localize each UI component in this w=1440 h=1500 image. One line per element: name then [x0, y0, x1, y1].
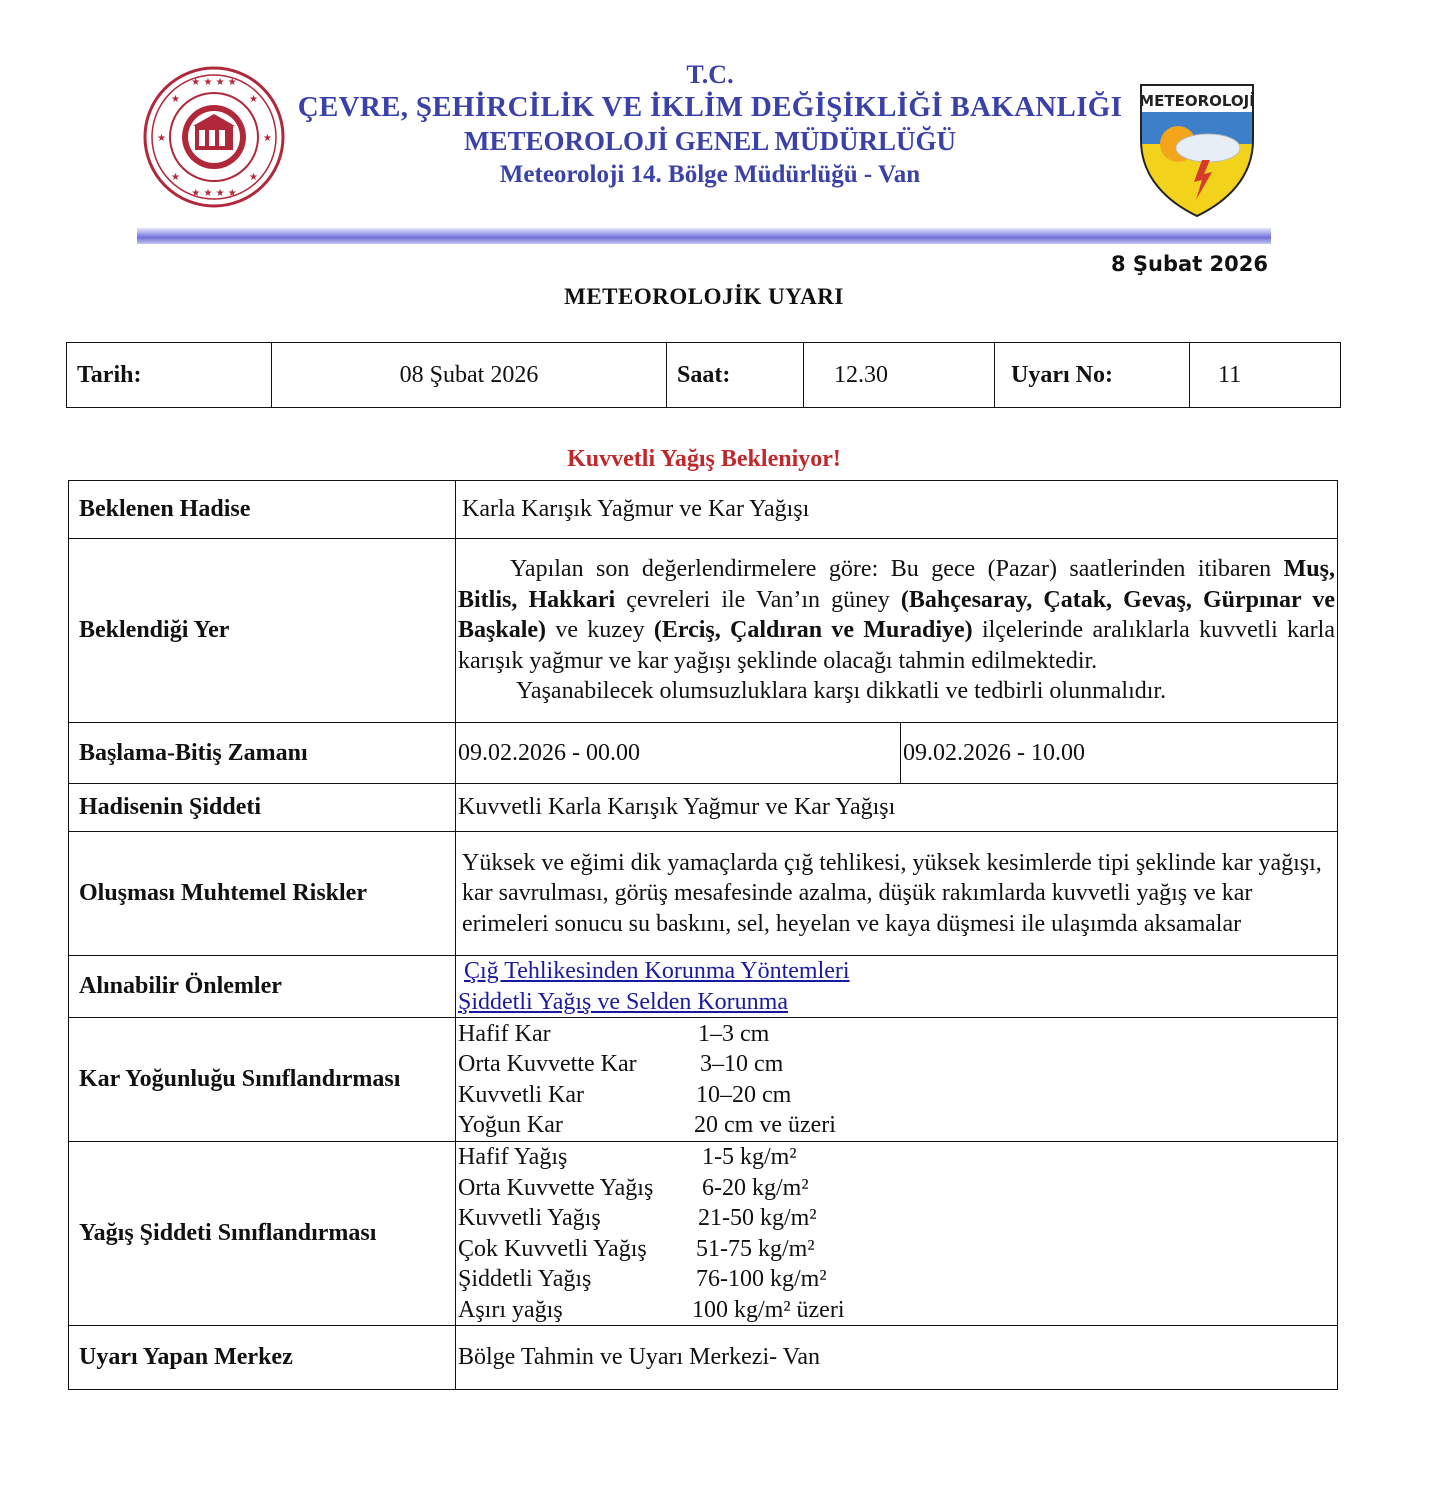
rain-class-range: 1-5 kg/m² [702, 1144, 797, 1170]
rain-class-item [458, 1142, 1335, 1173]
snow-class-item [458, 1049, 1335, 1080]
location-caution: Yaşanabilecek olumsuzluklara karşı dikkatli ve tedbirli olunmalıdır. [516, 678, 1167, 705]
row-issuing-center [69, 1326, 1338, 1390]
period-value [456, 723, 1338, 784]
expected-event-label: Beklenen Hadise [69, 481, 456, 539]
period-start: 09.02.2026 - 00.00 [456, 723, 901, 783]
rain-class-name: Hafif Yağış [458, 1144, 568, 1170]
header-line-4: Meteoroloji 14. Bölge Müdürlüğü - Van [499, 161, 921, 188]
snow-class-name: Orta Kuvvette Kar [458, 1051, 637, 1077]
severity-value: Kuvvetli Karla Karışık Yağmur ve Kar Yağışı [456, 784, 1338, 832]
snow-classification-list [456, 1018, 1338, 1142]
header-line-1: T.C. [686, 60, 734, 89]
measures-label: Alınabilir Önlemler [69, 956, 456, 1018]
svg-text:★: ★ [171, 94, 180, 105]
rain-class-item [458, 1295, 1335, 1326]
measures-value [456, 956, 1338, 1018]
location-provinces: Muş, Bitlis, Hakkari [458, 556, 1335, 613]
rain-class-range: 6-20 kg/m² [702, 1174, 809, 1201]
header-line-2: ÇEVRE, ŞEHİRCİLİK VE İKLİM DEĞİŞİKLİĞİ BAKANLIĞI [297, 91, 1123, 123]
rain-class-name: Orta Kuvvette Yağış [458, 1174, 654, 1201]
snow-class-name: Yoğun Kar [458, 1112, 563, 1138]
rain-classification-label: Yağış Şiddeti Sınıflandırması [69, 1142, 456, 1326]
location-text-g: ilçelerinde aralıklarla kuvvetli karla karışık yağmur ve kar yağışı şeklinde olacağı tahmin edilmektedir. [458, 617, 1335, 674]
header-divider [137, 228, 1271, 244]
row-expected-location [69, 539, 1338, 723]
location-south-districts: (Bahçesaray, Çatak, Gevaş, Gürpınar ve Başkale) [458, 586, 1335, 644]
snow-class-range: 1–3 cm [698, 1020, 770, 1047]
row-risks [69, 832, 1338, 956]
svg-text:★: ★ [249, 94, 258, 105]
issuing-center-label: Uyarı Yapan Merkez [69, 1326, 456, 1390]
snow-class-name: Hafif Kar [458, 1020, 551, 1047]
logo-text: METEOROLOJİ [1139, 92, 1255, 110]
time-value: 12.30 [804, 343, 995, 408]
severity-label: Hadisenin Şiddeti [69, 784, 456, 832]
snow-class-range: 3–10 cm [700, 1051, 784, 1077]
risks-value: Yüksek ve eğimi dik yamaçlarda çığ tehlikesi, yüksek kesimlerde tipi şeklinde kar yağışı, kar savrulması, görüş mesafesinde azalma, düşük rakımlarda kuvvetli yağış ve kar erimeleri sonucu su baskını, sel, heyelan ve kaya düşmesi ile ulaşımda aksamalar [456, 832, 1338, 956]
expected-location-value [456, 539, 1338, 723]
date-value: 08 Şubat 2026 [272, 343, 667, 408]
issuing-center-value: Bölge Tahmin ve Uyarı Merkezi- Van [456, 1326, 1338, 1390]
rain-class-name: Çok Kuvvetli Yağış [458, 1235, 647, 1262]
rain-class-item [458, 1173, 1335, 1204]
row-snow-classification [69, 1018, 1338, 1142]
rain-class-range: 76-100 kg/m² [696, 1266, 827, 1292]
header-line-3: METEOROLOJİ GENEL MÜDÜRLÜĞÜ [463, 126, 957, 156]
info-table [66, 342, 1341, 408]
svg-text:★ ★ ★ ★: ★ ★ ★ ★ [191, 77, 237, 88]
header-text [290, 60, 1130, 192]
svg-text:★: ★ [249, 172, 258, 183]
row-severity [69, 784, 1338, 832]
location-north-districts: (Erciş, Çaldıran ve Muradiye) [653, 617, 973, 644]
rain-class-name: Kuvvetli Yağış [458, 1205, 601, 1231]
date-label: Tarih: [67, 343, 272, 408]
period-label: Başlama-Bitiş Zamanı [69, 723, 456, 784]
rain-class-range: 21-50 kg/m² [698, 1205, 817, 1231]
snow-class-range: 20 cm ve üzeri [694, 1112, 836, 1138]
rain-class-item [458, 1203, 1335, 1234]
warning-number-label: Uyarı No: [995, 343, 1190, 408]
document-title: METEOROLOJİK UYARI [564, 284, 844, 309]
svg-text:★: ★ [171, 172, 180, 183]
rain-class-range: 100 kg/m² üzeri [692, 1296, 845, 1323]
snow-class-range: 10–20 cm [696, 1081, 792, 1108]
meteoroloji-logo-icon [1138, 82, 1256, 218]
location-text-e: ve kuzey [546, 617, 654, 644]
risks-label: Oluşması Muhtemel Riskler [69, 832, 456, 956]
expected-location-label: Beklendiği Yer [69, 539, 456, 723]
document-date: 8 Şubat 2026 [1111, 252, 1268, 276]
avalanche-protection-link[interactable]: Çığ Tehlikesinden Korunma Yöntemleri [464, 958, 850, 984]
svg-text:★ ★ ★ ★: ★ ★ ★ ★ [191, 188, 237, 199]
location-paragraph [458, 554, 1335, 676]
location-text-a: Yapılan son değerlendirmelere göre: Bu gece (Pazar) saatlerinden itibaren [510, 556, 1284, 583]
snow-class-item [458, 1110, 1335, 1141]
row-expected-event [69, 481, 1338, 539]
time-label: Saat: [667, 343, 804, 408]
warning-headline: Kuvvetli Yağış Bekleniyor! [567, 446, 841, 472]
expected-event-value: Karla Karışık Yağmur ve Kar Yağışı [456, 481, 1338, 539]
row-period [69, 723, 1338, 784]
svg-text:★: ★ [263, 133, 272, 144]
row-rain-classification [69, 1142, 1338, 1326]
ministry-seal-icon [143, 66, 285, 208]
warning-details-table [68, 480, 1338, 1390]
rain-class-name: Şiddetli Yağış [458, 1266, 592, 1292]
snow-class-name: Kuvvetli Kar [458, 1081, 584, 1108]
rain-class-item [458, 1234, 1335, 1265]
snow-class-item [458, 1019, 1335, 1050]
snow-classification-label: Kar Yoğunluğu Sınıflandırması [69, 1018, 456, 1142]
rain-class-name: Aşırı yağış [458, 1296, 563, 1323]
location-text-c: çevreleri ile Van’ın güney [615, 586, 901, 613]
rain-class-item [458, 1264, 1335, 1295]
rain-class-range: 51-75 kg/m² [696, 1235, 815, 1262]
warning-number-value: 11 [1190, 343, 1341, 408]
snow-class-item [458, 1080, 1335, 1111]
flood-protection-link[interactable]: Şiddetli Yağış ve Selden Korunma [458, 988, 788, 1015]
row-measures [69, 956, 1338, 1018]
svg-text:★: ★ [157, 133, 166, 144]
rain-classification-list [456, 1142, 1338, 1326]
period-end: 09.02.2026 - 10.00 [903, 739, 1085, 766]
